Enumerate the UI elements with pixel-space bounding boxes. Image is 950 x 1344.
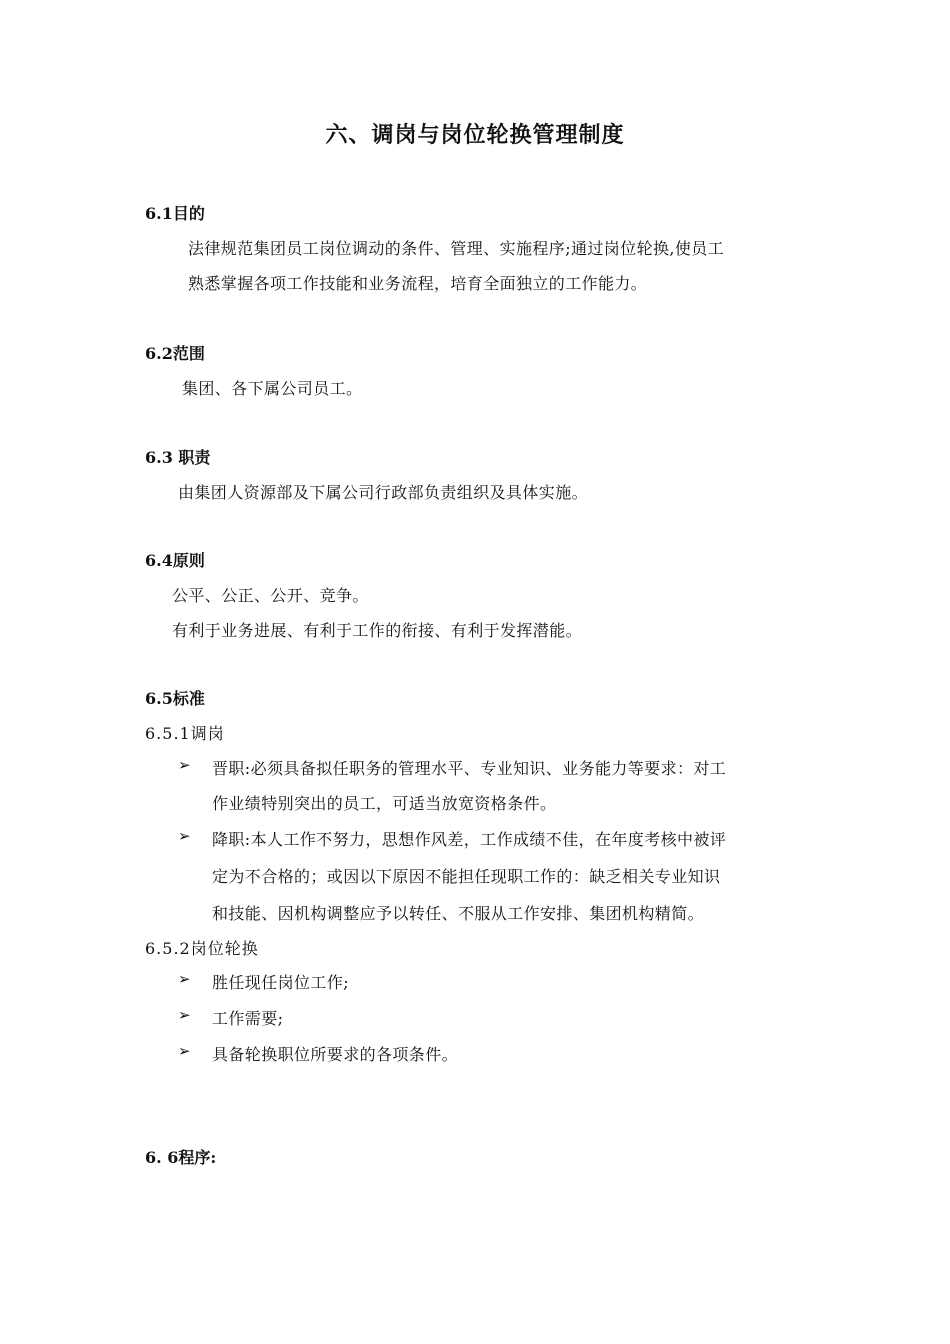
purpose-line-1: 法律规范集团员工岗位调动的条件、管理、实施程序;通过岗位轮换,使员工 [188,239,725,258]
bullet-arrow-icon: ➢ [178,827,191,845]
section-heading-purpose: 6.1目的 [145,204,205,223]
section-heading-principle: 6.4原则 [145,551,205,570]
section-heading-scope: 6.2范围 [145,344,205,363]
bullet-arrow-icon: ➢ [178,1006,191,1024]
section-heading-responsibility: 6.3 职责 [145,448,211,467]
bullet-arrow-icon: ➢ [178,970,191,988]
principle-line-1: 公平、公正、公开、竞争。 [172,586,369,605]
demotion-line-3: 和技能、因机构调整应予以转任、不服从工作安排、集团机构精简。 [212,904,705,923]
rotation-item-3: 具备轮换职位所要求的各项条件。 [212,1045,459,1064]
demotion-line-1: 降职:本人工作不努力，思想作风差，工作成绩不佳，在年度考核中被评 [212,830,727,849]
promotion-line-2: 作业绩特别突出的员工，可适当放宽资格条件。 [212,794,557,813]
rotation-item-1: 胜任现任岗位工作; [212,973,349,992]
subsection-heading-transfer: 6.5.1调岗 [145,724,225,743]
demotion-line-2: 定为不合格的；或因以下原因不能担任现职工作的：缺乏相关专业知识 [212,867,721,886]
section-heading-procedure: 6. 6程序: [145,1148,217,1167]
section-heading-standard: 6.5标准 [145,689,205,708]
bullet-arrow-icon: ➢ [178,1042,191,1060]
responsibility-line-1: 由集团人资源部及下属公司行政部负责组织及具体实施。 [178,483,589,502]
scope-line-1: 集团、各下属公司员工。 [182,379,363,398]
bullet-arrow-icon: ➢ [178,756,191,774]
promotion-line-1: 晋职:必须具备拟任职务的管理水平、专业知识、业务能力等要求：对工 [212,759,727,778]
rotation-item-2: 工作需要; [212,1009,284,1028]
subsection-heading-rotation: 6.5.2岗位轮换 [145,939,259,958]
principle-line-2: 有利于业务进展、有利于工作的衔接、有利于发挥潜能。 [172,621,583,640]
purpose-line-2: 熟悉掌握各项工作技能和业务流程，培育全面独立的工作能力。 [188,274,648,293]
document-title: 六、调岗与岗位轮换管理制度 [325,122,625,148]
